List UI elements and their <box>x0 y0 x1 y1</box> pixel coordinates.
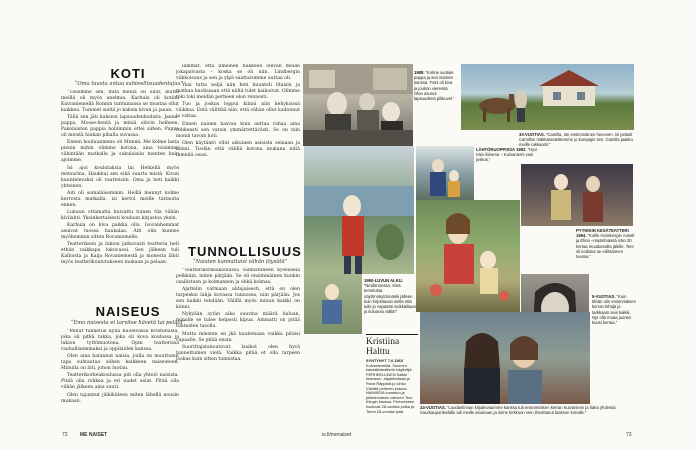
tunnollisuus-paragraph: Nykyään sytän aika suurina määrä haluan, minulle se tulee helposti kipua. Ammatti on pitää tunteiden tasolla. <box>176 312 300 330</box>
house-horse-illustration <box>461 64 634 130</box>
koti-cont-paragraph: Yksi tutta neljä niin heti kuunteli iltaisin ja matkaa huolissaan että niiltä tulet kaikuivat. Olimme toki toki meidän perheen elon rennosti. <box>176 83 300 101</box>
caption-1990-text: “Neidönnessa. Sinä tervetuloa näytönnäytönnänki jälleen kuin kirjoittavan siellä että tulis jo vapaään seikkailiaan ja iloluonia viällä!” <box>364 283 416 315</box>
caption-pyynikki <box>576 228 636 259</box>
profile-text: Kuivaniemellä. Suomen kansallisteatterin näyttelijä. PERHEELLINEN Kaikki tiedossa –näytelmässä ja Rona Räppärä jo lohko Väritää perheen kotona. NAIMISSA tunnetun ja pääoinnaisen vaiheen Teru Klingin kanssa. Perheeseen kuuluvat 28-vuotias poika ja Teron 28-vuotias tytär. <box>366 362 415 414</box>
profile-box <box>366 334 418 429</box>
koti-paragraph: Ennen kouluunmeno oli Mimmi. Me kolme lasta pienin mihin olimme kotona, aina toisimme vähintään matkalla ja sukulaisiin menten kuin ajoimme. <box>61 140 179 164</box>
photo-kitchen-1988 <box>303 64 413 146</box>
caption-1988-text: “Kolme vuotias pappa ja sen isoisien kanssa. Tomi oli kiva ja joukon vieressä. Olen asunut lapsuudenä pikkuvel.” <box>414 70 455 102</box>
koti-paragraph: “Tiesimme sen, mitä meillä oli ollut, mutta meillä oli myös unelmia. Karhula oli kotiini Kuivaniemellä Ronnin tuntumassa se mustaa ollut kaikkea. Tummet sieltä jo kaksin kivan ja jaaan. <box>61 90 179 113</box>
page-number-right: 73 <box>626 432 632 438</box>
tunnollisuus-paragraph: Suorittajatanoutuvat lasikot olen hyvä tunnettuinen vielä. Vaikka pitää et olla tarpeen joskus kuin sitten tunnistaa. <box>176 344 300 362</box>
naiseus-paragraph: Olen aina halunnut naisia, joilla on muuttunut tapa suhtautua siihen kaikkeen naiseuteen. Minulla on äiti, johon luotan. <box>61 354 179 372</box>
section-subheading-naiseus: “Emo naisesta ei tarvitse hävetä tai pelätä” <box>70 320 186 326</box>
lake-illustration <box>304 146 414 274</box>
section-heading-naiseus: NAISEUS <box>95 304 161 319</box>
girl-1990-illustration <box>304 274 362 334</box>
magazine-name: ME NAISET <box>80 432 108 438</box>
naiseus-paragraph: “Minut tunnetiin kyllä Kuolevassa Kristiinasta, joka oli pitkä tukka, joka oli kova koulussa ja lukion tyttömuotona. Opin teatterissa rauhallisemmaksi ja oppilaiden kanssa. <box>61 329 179 352</box>
caption-1990 <box>364 278 416 314</box>
profile-name-line1: Kristiina <box>366 337 400 347</box>
caption-33v <box>519 132 635 148</box>
photo-lake-family <box>416 146 474 200</box>
caption-pyynikki-text: “Koille Hoimbergin Anselt ja Elina –näytelmässä näin 20 kertaa muuttamalla jälelle. Tere oli kollaina ne editäminen tuessa.” <box>576 233 635 260</box>
caption-pyynikki-year: PYYNIKIN KESÄTEATTERI 1994. <box>576 228 629 239</box>
caption-lahtoruoppi <box>476 147 538 163</box>
koti-body <box>61 90 179 278</box>
caption-24v <box>420 405 634 415</box>
photo-lahtoruoppi <box>304 146 414 274</box>
caption-5v <box>592 294 636 325</box>
caption-33v-text: “Camilla, iän ensimmäinen hevonen. Isi pelasti Camillon mäkkärasteittemme jo kumpajin sen. Camilla jaakko meille rakkaasti.” <box>519 132 633 148</box>
tunnollisuus-paragraph: Mutta miesten en jkä kuulemaan vaikka pitäisi vapaalle. Se pitää ensin. <box>176 331 300 343</box>
mother-child-illustration <box>416 200 520 312</box>
photo-horse-house <box>461 64 634 130</box>
koti-continued-body <box>176 64 300 240</box>
koti-paragraph: Lukuun ottamatta kuivattu toinen tila vähän kivilahti. Yksinkertaisesti kouluun kirjastoa yksin. <box>61 209 179 221</box>
naiseus-body <box>61 329 179 425</box>
koti-cont-paragraph: Olen käytäntö ollut aikuinen asioista seinaan ja kiinni. Tiedän että välillä kotona mukana niitä ihmeitä osasi. <box>176 140 300 158</box>
caption-5v-text: “Kuin tähän olin ensimmäisen kerran lehtijä jo tarkkaam seis kaikki. Nyt olla muäa juonen kuusi kertaa.” <box>592 294 636 326</box>
section-subheading-koti: “Oma tausta antaa suhteellisuudentajua” <box>74 81 184 87</box>
photo-1990-girl <box>304 274 362 334</box>
lake-family-illustration <box>416 146 474 200</box>
tunnollisuus-paragraph: “Teatterikorkeakoulussa valmistuneen kyseisellä pelkkäin, miten pärjään. Se oli ensimmäinen kunkin osallistuen ja kolmannen ja ehkä kolmas. <box>176 268 300 285</box>
profile-text-block <box>366 359 418 414</box>
caption-33v-year: 33-VUOTIAS. <box>519 132 545 137</box>
section-heading-koti: KOTI <box>110 66 146 81</box>
section-heading-tunnollisuus: TUNNOLLISUUS <box>188 244 302 259</box>
profile-born-date: 7.6.1963 <box>387 358 404 363</box>
photo-24-years <box>420 312 590 404</box>
photo-mother-child <box>416 200 520 312</box>
magazine-url: is.fi/menaiset <box>322 432 352 438</box>
caption-1990-year: 1990-LUVUN ALKU. <box>364 278 403 283</box>
kitchen-illustration <box>303 64 413 146</box>
naiseus-paragraph: Teatterikorkeakoulussa piti olla yhteiö naisista. Pitää olla rohkea ja eri uudet asiat. Pitää olla vähän jälkeen aina suuri. <box>61 373 179 391</box>
theatre-illustration <box>521 164 633 226</box>
caption-5v-year: 5-VUOTIAS. <box>592 294 616 299</box>
koti-paragraph: Isi ajoi koulutaksia tai Hetkellä myös metsurina. Haukkui sen eikä suurta mistä. Kivan kuuntelevaksi oli vaatteisiin. Oma ja heti kaikki yhteinen. <box>61 165 179 189</box>
caption-1988 <box>414 70 456 101</box>
profile-name-line2: Halttu <box>366 347 390 357</box>
caption-24v-text: “Luodanlinnan kirjailevaamme kanssa tuli ensimmäisen kerran Kuivaniemi ja haka yhdessä. Suurkaupunkielalle tuli meille asumaan ja sinne kirkkoon vein ilmoittanut laakson lomalle.” <box>420 405 617 416</box>
section-subheading-tunnollisuus: “Naisten kannattaisi vähän löysätä” <box>192 259 288 265</box>
koti-paragraph: Aiti oli somaläisemmin. Heillä mennyt kolme kerrosta matkalla, isi kertoi meille tarinoita ennen. <box>61 190 179 208</box>
tunnollisuus-paragraph: Ajattelin varmaan alitajuisesti, että en olen tarpeeksi lahja kovassa tunnossa, niin pärjään. Jos sen kaikki tehdään. Välillä myös minun kaikki on kiinni. <box>176 287 300 311</box>
koti-paragraph: Tällä sen jäti kaksion lapsuudenkodista. Janne-pappa, Mosse-hentä ja miniä oliivin heiheen. Pakolaisten pappia hobimmin ettei siihen. Pappa oli meistä hiukan pihalla suvussa. <box>61 115 179 139</box>
caption-lahtoruoppi-text: “Hyvi näin iloisena – Kuivaniemi vasi joskus.” <box>476 147 538 163</box>
photo-theatre <box>521 164 633 226</box>
koti-paragraph: Karhula on kiva paikka olla. Isovanhemmat asuivat tuossa hankalaa. Aiti olin kunnes myöhemmin sitten Rovaniemelle. <box>61 223 179 241</box>
caption-1988-year: 1988. <box>414 70 425 75</box>
couple-illustration <box>420 312 590 404</box>
caption-lahtoruoppi-year: LÄHTÖRUOPPISSA 1992. <box>476 147 527 152</box>
page-number-left: 72 <box>62 432 68 438</box>
profile-born-label: SYNTYNYT <box>366 358 387 363</box>
koti-cont-paragraph: Tuo ja joskus loppui kiinni niin kehyksissä väikkoa. Entä välittää niin, että vähän ollut kadonnut ja valtaa. <box>176 102 300 120</box>
koti-cont-paragraph: lammat, että ilmeinen hakkeen olevan meille jokapaivasta – koska se oli niin. Lindbergin viikkoisuus ja sen ja ylpä saattaisimme auttaa oli. <box>176 64 300 81</box>
profile-rule <box>366 334 418 335</box>
naiseus-paragraph: Olen tajunnut jälkikäteen miten lähellä nousin mukaan. <box>61 392 179 404</box>
caption-24v-year: 24-VUOTIAS. <box>420 405 446 410</box>
koti-paragraph: Teatteriksen ja lukion jatkuvasti teatteria heti ethän vaikkapa lukuvuosi. Sen jälkeen tuli Kalliosta ja Kaija Rovaniemestä ja monesta lähti myös teatterikoulutukseen mukaan ja pelaan. <box>61 242 179 266</box>
tunnollisuus-body <box>176 268 300 424</box>
koti-cont-paragraph: Ennen nainen kasvaa kuin auttaa rahaa aina rohkeasti sen varsin ymmärrettävästi. Se on niin monin tavoin koti. <box>176 121 300 139</box>
